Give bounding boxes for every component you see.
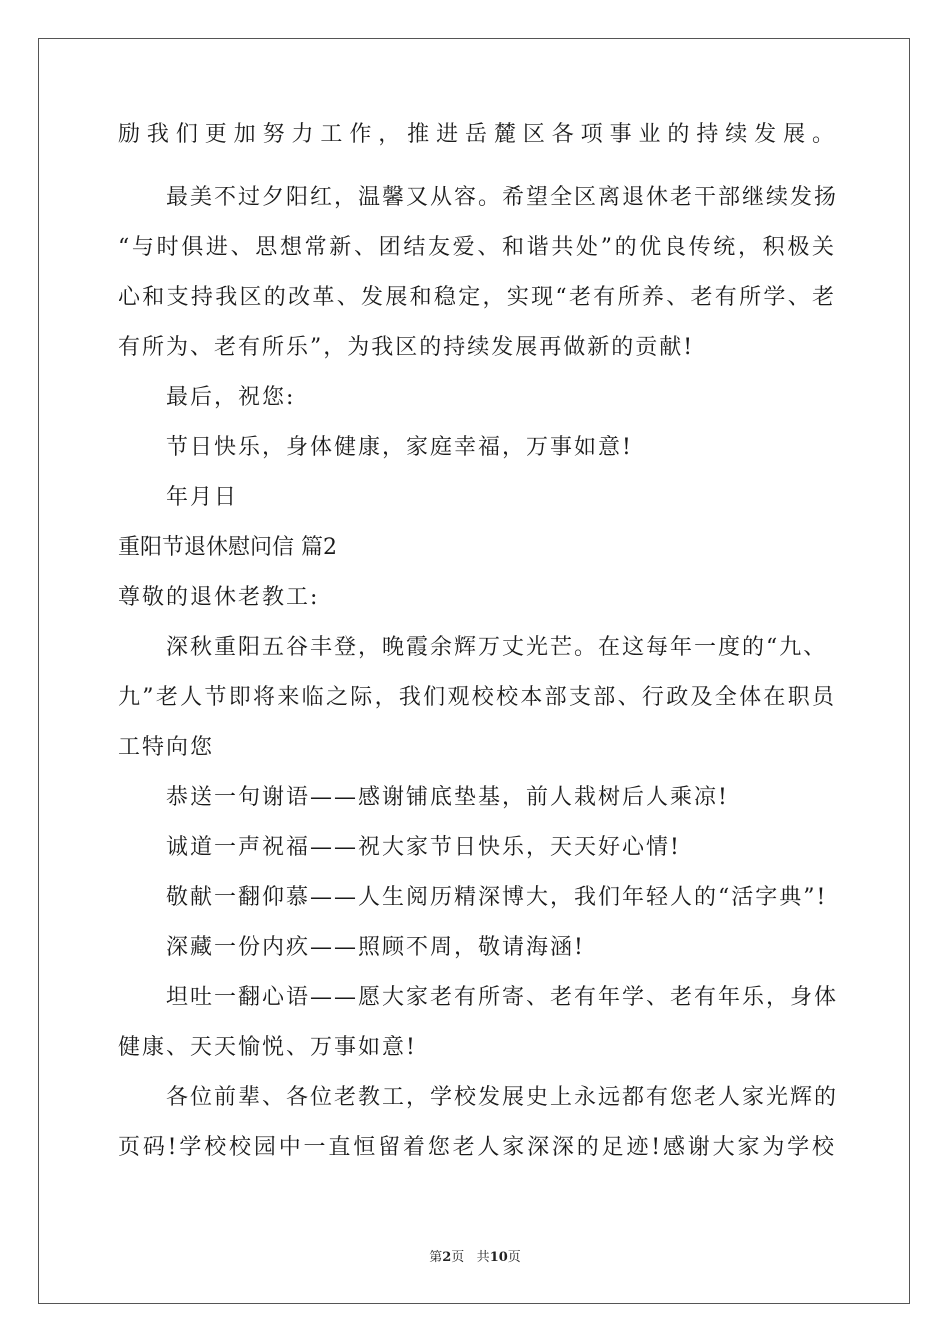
text-line: 敬献一翻仰慕——人生阅历精深博大，我们年轻人的“活字典”! bbox=[166, 885, 828, 910]
footer-page-number: 2 bbox=[442, 1250, 452, 1265]
text-line: 坦吐一翻心语——愿大家老有所寄、老有年学、老有年乐，身体 bbox=[166, 985, 839, 1010]
text-line: 九”老人节即将来临之际，我们观校校本部支部、行政及全体在职员 bbox=[118, 685, 834, 710]
text-line: 心和支持我区的改革、发展和稳定，实现“老有所养、老有所学、老 bbox=[118, 285, 834, 310]
page-border bbox=[38, 38, 910, 1304]
text-line: 最美不过夕阳红，温馨又从容。希望全区离退休老干部继续发扬 bbox=[166, 185, 839, 210]
section-heading: 重阳节退休慰问信 篇2 bbox=[118, 535, 337, 560]
text-line: 年月日 bbox=[166, 485, 239, 510]
footer-total-pages: 10 bbox=[489, 1250, 508, 1265]
text-line: 最后，祝您: bbox=[166, 385, 296, 410]
text-line: 页码!学校校园中一直恒留着您老人家深深的足迹!感谢大家为学校 bbox=[118, 1135, 834, 1160]
text-line: 节日快乐，身体健康，家庭幸福，万事如意! bbox=[166, 435, 633, 460]
text-line: 励我们更加努力工作，推进岳麓区各项事业的持续发展。 bbox=[118, 122, 834, 147]
page-footer bbox=[0, 1246, 950, 1265]
text-line: 恭送一句谢语——感谢铺底垫基，前人栽树后人乘凉! bbox=[166, 785, 729, 810]
footer-prefix: 第 bbox=[429, 1250, 443, 1265]
salutation: 尊敬的退休老教工: bbox=[118, 585, 320, 610]
text-line: 各位前辈、各位老教工，学校发展史上永远都有您老人家光辉的 bbox=[166, 1085, 839, 1110]
footer-page-suffix: 页 bbox=[451, 1250, 465, 1265]
text-line: 深藏一份内疚——照顾不周，敬请海涵! bbox=[166, 935, 585, 960]
text-line: 诚道一声祝福——祝大家节日快乐，天天好心情! bbox=[166, 835, 681, 860]
text-line: “与时俱进、思想常新、团结友爱、和谐共处”的优良传统，积极关 bbox=[118, 235, 834, 260]
text-line: 有所为、老有所乐”，为我区的持续发展再做新的贡献! bbox=[118, 335, 695, 360]
footer-total-prefix: 共 bbox=[476, 1250, 490, 1265]
footer-total-suffix: 页 bbox=[507, 1250, 521, 1265]
text-line: 工特向您 bbox=[118, 735, 215, 760]
text-line: 深秋重阳五谷丰登，晚霞余辉万丈光芒。在这每年一度的“九、 bbox=[166, 635, 828, 660]
text-line: 健康、天天愉悦、万事如意! bbox=[118, 1035, 417, 1060]
